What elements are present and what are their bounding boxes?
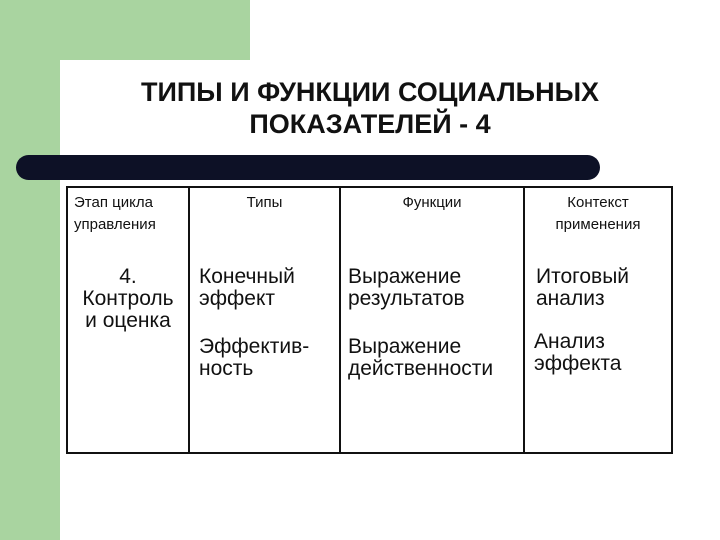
row1-type-cell: Конечный эффект bbox=[199, 265, 295, 310]
header-context: Контекст применения bbox=[555, 194, 641, 233]
title-divider-bar bbox=[16, 155, 600, 180]
column-divider-1 bbox=[188, 188, 190, 452]
row2-context-cell: Анализ эффекта bbox=[534, 330, 622, 375]
green-accent-bar-left bbox=[0, 0, 60, 540]
slide-title bbox=[70, 76, 670, 140]
slide-title-line-2: ПОКАЗАТЕЛЕЙ - 4 bbox=[249, 109, 491, 139]
stage-cell: 4. Контроль и оценка bbox=[82, 265, 174, 332]
row1-function-cell: Выражение результатов bbox=[348, 265, 465, 310]
row1-context-cell: Итоговый анализ bbox=[536, 265, 630, 310]
slide-title-line-1: ТИПЫ И ФУНКЦИИ СОЦИАЛЬНЫХ bbox=[140, 77, 600, 107]
green-accent-bar-top bbox=[0, 0, 250, 60]
header-functions: Функции bbox=[402, 194, 462, 211]
header-stage: Этап цикла управления bbox=[74, 194, 156, 233]
header-types: Типы bbox=[246, 194, 283, 211]
functions-table bbox=[66, 186, 673, 454]
column-divider-2 bbox=[339, 188, 341, 452]
row2-type-cell: Эффектив- ность bbox=[199, 335, 310, 380]
row2-function-cell: Выражение действенности bbox=[348, 335, 494, 380]
